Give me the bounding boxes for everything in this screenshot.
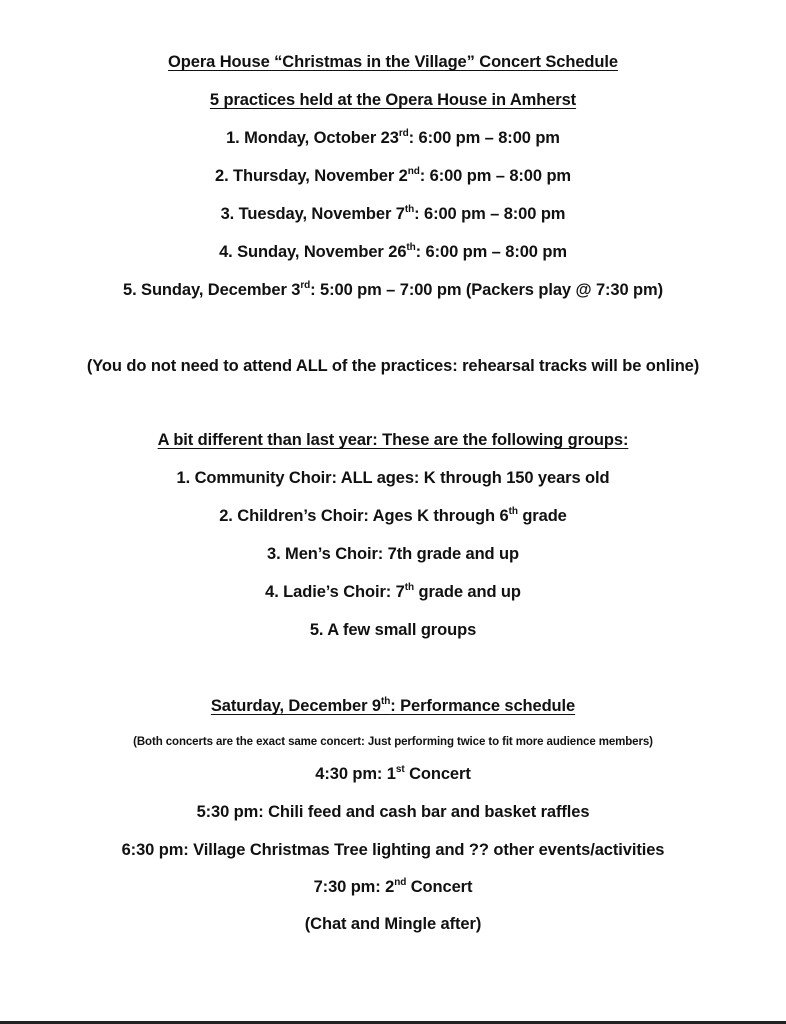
practice-item: 4. Sunday, November 26th: 6:00 pm – 8:00 pm — [219, 241, 567, 261]
group-item: 1. Community Choir: ALL ages: K through 150 years old — [176, 469, 610, 487]
group-item: 4. Ladie’s Choir: 7th grade and up — [265, 581, 521, 601]
practice-item: 3. Tuesday, November 7th: 6:00 pm – 8:00 pm — [220, 203, 566, 223]
performance-item: 6:30 pm: Village Christmas Tree lighting and ?? other events/activities — [121, 841, 665, 859]
group-item: 5. A few small groups — [309, 621, 477, 639]
document-title: Opera House “Christmas in the Village” Concert Schedule — [168, 53, 618, 71]
closing-note: (Chat and Mingle after) — [304, 915, 482, 933]
groups-heading: A bit different than last year: These are the following groups: — [157, 431, 629, 449]
performance-heading: Saturday, December 9th: Performance schedule — [210, 695, 576, 715]
practices-heading: 5 practices held at the Opera House in Amherst — [209, 91, 577, 109]
performance-item: 7:30 pm: 2nd Concert — [313, 876, 473, 896]
group-item: 2. Children’s Choir: Ages K through 6th grade — [219, 505, 567, 525]
practices-note: (You do not need to attend ALL of the practices: rehearsal tracks will be online) — [86, 357, 700, 375]
practice-item: 2. Thursday, November 2nd: 6:00 pm – 8:00 pm — [215, 165, 571, 185]
performance-item: 5:30 pm: Chili feed and cash bar and basket raffles — [196, 803, 590, 821]
practice-item: 5. Sunday, December 3rd: 5:00 pm – 7:00 pm (Packers play @ 7:30 pm) — [123, 279, 663, 299]
group-item: 3. Men’s Choir: 7th grade and up — [267, 545, 519, 563]
practice-item: 1. Monday, October 23rd: 6:00 pm – 8:00 pm — [226, 127, 560, 147]
performance-item: 4:30 pm: 1st Concert — [315, 763, 471, 783]
performance-note: (Both concerts are the exact same concert: Just performing twice to fit more audience members) — [133, 736, 653, 748]
